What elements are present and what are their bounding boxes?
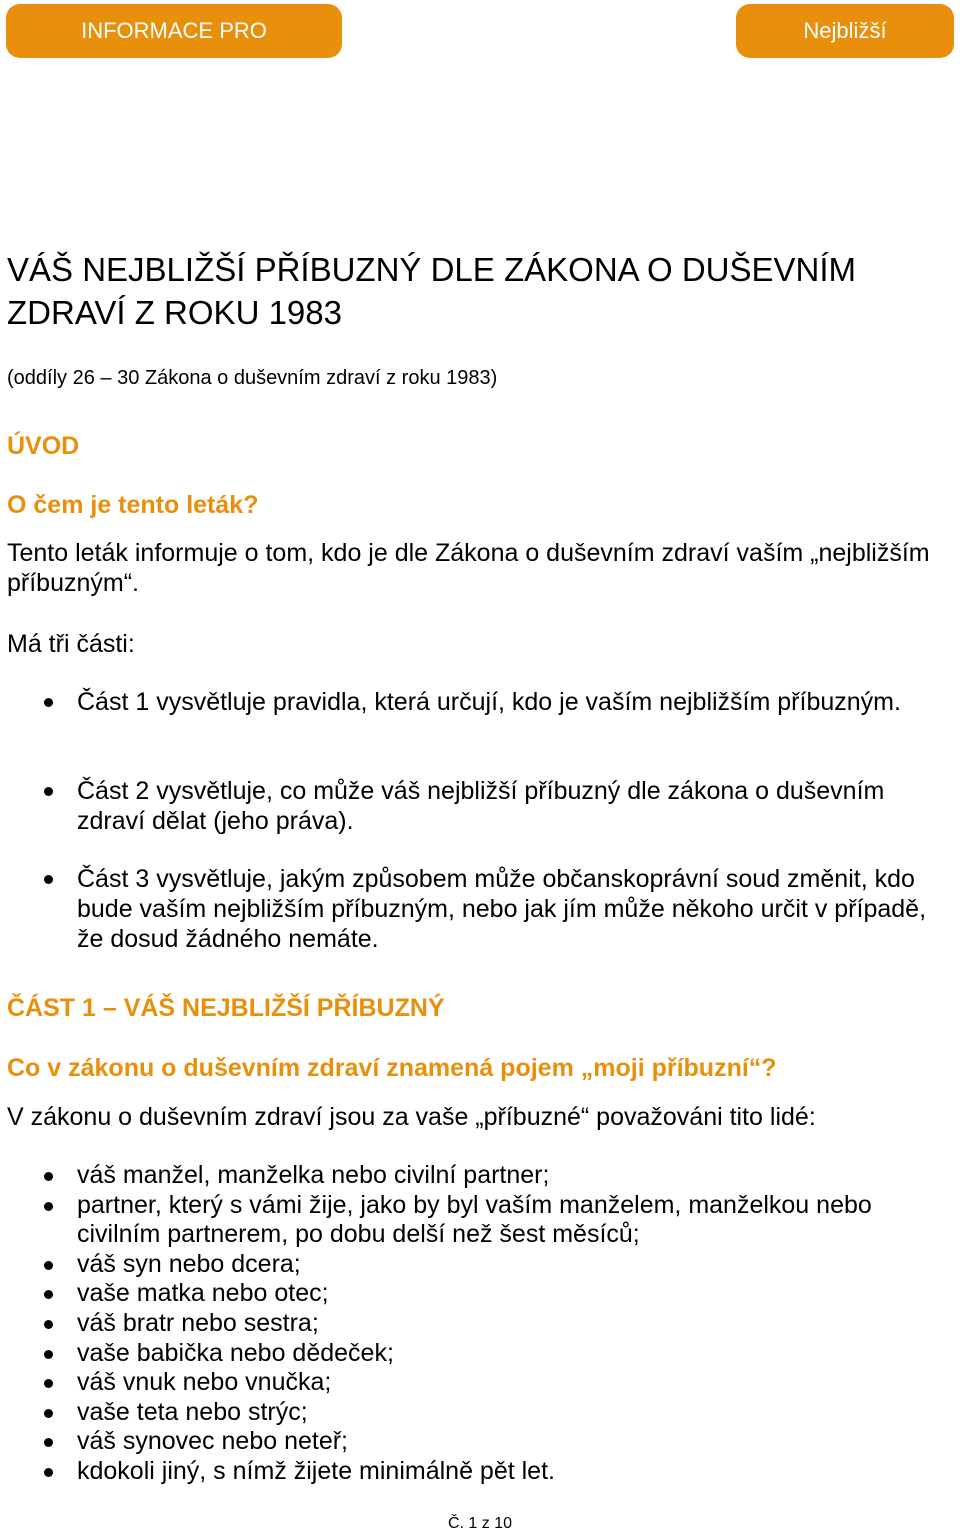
tab-informace-pro[interactable]: INFORMACE PRO bbox=[6, 4, 342, 58]
relatives-list-item: kdokoli jiný, s nímž žijete minimálně pět let. bbox=[77, 1457, 957, 1487]
parts-list-item: Část 3 vysvětluje, jakým způsobem může občanskoprávní soud změnit, kdo bude vaším nejbližším příbuzným, nebo jak jím může někoho určit v případě, že dosud žádného nemáte. bbox=[77, 864, 957, 954]
intro-paragraph: Tento leták informuje o tom, kdo je dle Zákona o duševním zdraví vaším „nejbližším příbuzným“. bbox=[7, 539, 930, 597]
relatives-list-item: váš vnuk nebo vnučka; bbox=[77, 1368, 957, 1398]
part1-heading: ČÁST 1 – VÁŠ NEJBLIŽŠÍ PŘÍBUZNÝ bbox=[7, 994, 445, 1022]
relatives-list bbox=[77, 1161, 957, 1487]
relatives-list-item: váš synovec nebo neteř; bbox=[77, 1427, 957, 1457]
relatives-list-item: váš syn nebo dcera; bbox=[77, 1250, 957, 1280]
page-title: VÁŠ NEJBLIŽŠÍ PŘÍBUZNÝ DLE ZÁKONA O DUŠEVNÍM ZDRAVÍ Z ROKU 1983 bbox=[7, 251, 857, 331]
relatives-lead: V zákonu o duševním zdraví jsou za vaše „příbuzné“ považováni tito lidé: bbox=[7, 1103, 816, 1131]
page-number: Č. 1 z 10 bbox=[447, 1515, 513, 1532]
parts-list-item: Část 1 vysvětluje pravidla, která určují, kdo je vaším nejbližším příbuzným. bbox=[77, 687, 957, 717]
relatives-list-item: váš manžel, manželka nebo civilní partner; bbox=[77, 1161, 957, 1191]
parts-lead: Má tři části: bbox=[7, 630, 135, 658]
part1-subheading: Co v zákonu o duševním zdraví znamená pojem „moji příbuzní“? bbox=[7, 1054, 777, 1082]
page-subtitle: (oddíly 26 – 30 Zákona o duševním zdraví z roku 1983) bbox=[7, 367, 498, 389]
relatives-list-item: vaše matka nebo otec; bbox=[77, 1279, 957, 1309]
relatives-list-item: partner, který s vámi žije, jako by byl vaším manželem, manželkou nebo civilním partnerem, po dobu delší než šest měsíců; bbox=[77, 1191, 957, 1250]
parts-list-item: Část 2 vysvětluje, co může váš nejbližší příbuzný dle zákona o duševním zdraví dělat (jeho práva). bbox=[77, 776, 957, 836]
relatives-list-item: vaše babička nebo dědeček; bbox=[77, 1339, 957, 1369]
intro-heading: ÚVOD bbox=[7, 432, 80, 460]
tab-nejblizsi[interactable]: Nejbližší bbox=[736, 4, 954, 58]
relatives-list-item: vaše teta nebo strýc; bbox=[77, 1398, 957, 1428]
question-heading: O čem je tento leták? bbox=[7, 491, 259, 519]
relatives-list-item: váš bratr nebo sestra; bbox=[77, 1309, 957, 1339]
